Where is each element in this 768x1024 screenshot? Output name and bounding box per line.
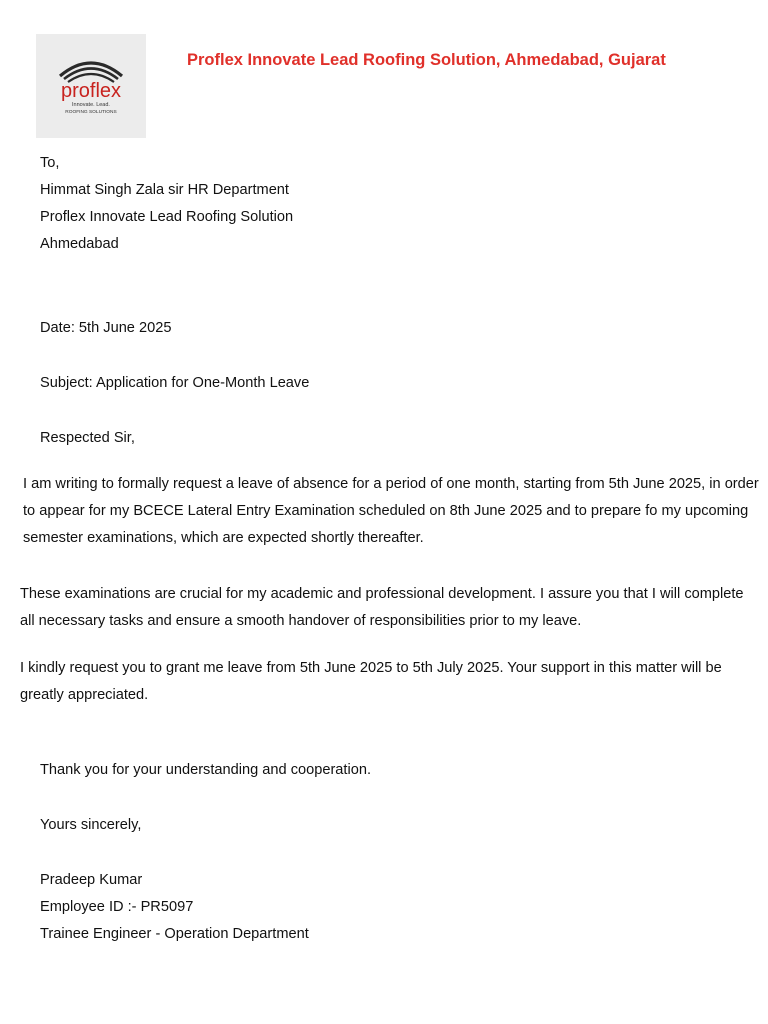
body-paragraph-1: I am writing to formally request a leave of absence for a period of one month, starting from 5th June 2025, in order to appear for my BCECE Lateral Entry Examination scheduled on 8th June 2025 and to prepare fo my upcoming semester examinations, which are expected shortly thereafter. [23,476,759,546]
logo-graphic [36,34,146,138]
closing-signoff: Yours sincerely, [40,817,142,833]
company-logo [36,34,146,138]
logo-brand-text: proflex [60,80,122,102]
recipient-name: Himmat Singh Zala sir HR Department [40,182,289,198]
company-header-title: Proflex Innovate Lead Roofing Solution, Ahmedabad, Gujarat [187,51,666,69]
recipient-to: To, [40,155,60,171]
recipient-city: Ahmedabad [40,236,119,252]
letter-salutation: Respected Sir, [40,430,135,446]
sender-name: Pradeep Kumar [40,872,143,888]
letter-date: Date: 5th June 2025 [40,320,172,336]
closing-thanks: Thank you for your understanding and cooperation. [40,762,372,778]
letter-subject: Subject: Application for One-Month Leave [40,375,310,391]
body-paragraph-3: I kindly request you to grant me leave from 5th June 2025 to 5th July 2025. Your support in this matter will be greatly appreciated. [20,660,722,703]
body-paragraph-2: These examinations are crucial for my academic and professional development. I assure you that I will complete all necessary tasks and ensure a smooth handover of responsibilities prior to my leave. [20,586,744,629]
recipient-company: Proflex Innovate Lead Roofing Solution [40,209,294,225]
logo-tagline: Innovate. Lead. [72,102,110,108]
sender-designation: Trainee Engineer - Operation Department [40,926,309,942]
sender-employee-id: Employee ID :- PR5097 [40,899,194,915]
logo-subtext: ROOFING SOLUTIONS [65,110,117,115]
